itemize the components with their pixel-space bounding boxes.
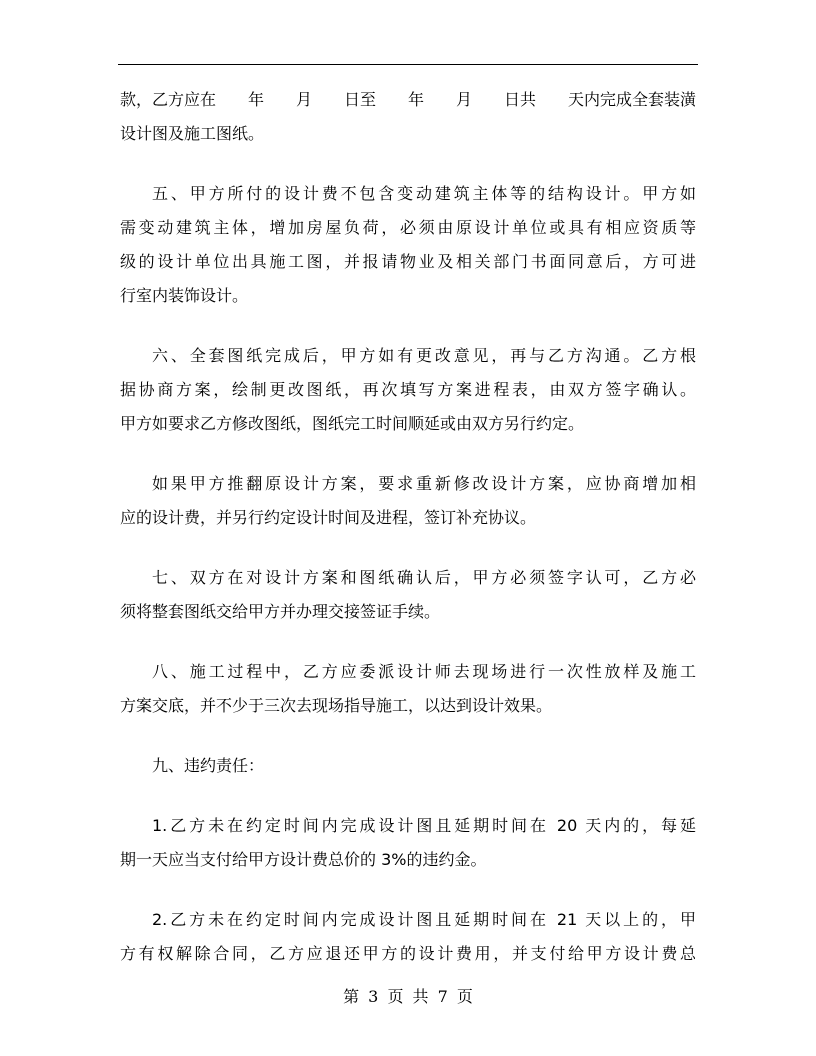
text-line: 行室内装饰设计。 <box>120 286 249 305</box>
header-rule <box>118 64 698 65</box>
paragraph <box>120 92 696 142</box>
text-line: 五、甲方所付的设计费不包含变动建筑主体等的结构设计。甲方如 <box>152 184 696 203</box>
paragraph <box>120 664 696 714</box>
paragraph <box>120 912 696 962</box>
text-line: 款，乙方应在 年 月 日至 年 月 日共 天内完成全套装潢 <box>120 90 697 109</box>
section-heading: 九、违约责任： <box>152 756 265 775</box>
text-line: 六、全套图纸完成后，甲方如有更改意见，再与乙方沟通。乙方根 <box>152 346 696 365</box>
text-line: 如果甲方推翻原设计方案，要求重新修改设计方案，应协商增加相 <box>152 474 696 493</box>
text-line: 甲方如要求乙方修改图纸，图纸完工时间顺延或由双方另行约定。 <box>120 414 585 433</box>
paragraph <box>120 186 696 304</box>
text-line: 期一天应当支付给甲方设计费总价的 3%的违约金。 <box>120 850 487 869</box>
paragraph <box>120 476 696 526</box>
text-line: 级的设计单位出具施工图，并报请物业及相关部门书面同意后，方可进 <box>120 252 696 271</box>
text-line: 七、双方在对设计方案和图纸确认后，甲方必须签字认可，乙方必 <box>152 568 696 587</box>
text-line: 设计图及施工图纸。 <box>120 124 265 143</box>
paragraph <box>120 818 696 868</box>
text-line: 1.乙方未在约定时间内完成设计图且延期时间在 20 天内的，每延 <box>152 816 696 835</box>
text-line: 须将整套图纸交给甲方并办理交接签证手续。 <box>120 602 441 621</box>
text-line: 八、施工过程中，乙方应委派设计师去现场进行一次性放样及施工 <box>152 662 696 681</box>
page-number-footer: 第 3 页 共 7 页 <box>343 987 473 1006</box>
paragraph <box>120 348 696 432</box>
text-line: 应的设计费，并另行约定设计时间及进程，签订补充协议。 <box>120 508 537 527</box>
document-body <box>120 92 696 962</box>
text-line: 方案交底，并不少于三次去现场指导施工，以达到设计效果。 <box>120 696 553 715</box>
text-line: 据协商方案，绘制更改图纸，再次填写方案进程表，由双方签字确认。 <box>120 380 696 399</box>
text-line: 方有权解除合同，乙方应退还甲方的设计费用，并支付给甲方设计费总 <box>120 944 696 963</box>
text-line: 需变动建筑主体，增加房屋负荷，必须由原设计单位或具有相应资质等 <box>120 218 696 237</box>
text-line: 2.乙方未在约定时间内完成设计图且延期时间在 21 天以上的，甲 <box>152 910 696 929</box>
paragraph <box>120 758 696 774</box>
paragraph <box>120 570 696 620</box>
